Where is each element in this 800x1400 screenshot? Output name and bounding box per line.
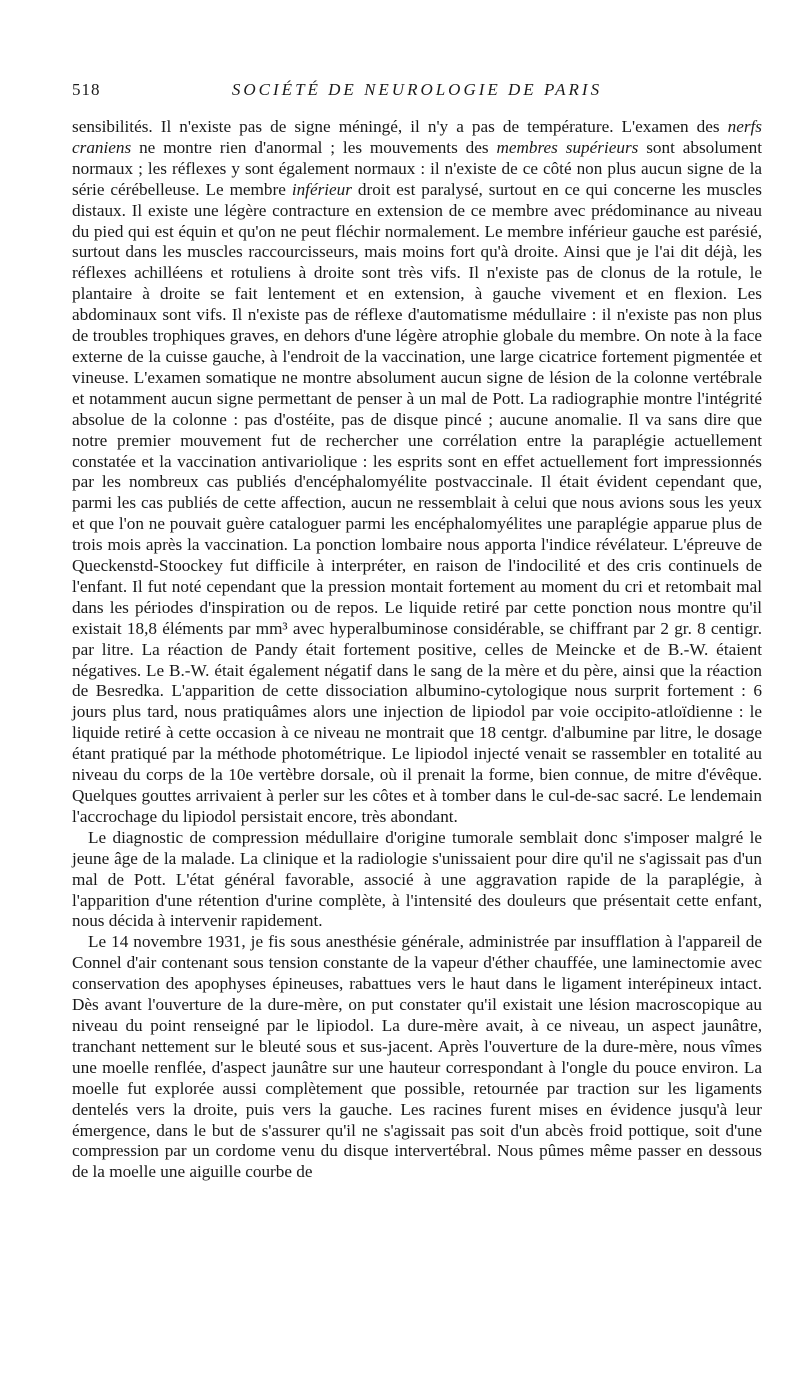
italic-text: nerfs craniens: [72, 117, 762, 157]
paragraph: [72, 932, 762, 1183]
italic-text: membres supérieurs: [496, 137, 639, 157]
text-run: Le 14 novembre 1931, je fis sous anesthésie générale, administrée par insufflation à l'appareil de Connel d'air contenant sous tension constante de la vapeur d'éther chauffée, une laminectomie avec conservation des apophyses épineuses, rabattues vers le haut dans le ligament interépineux intact. Dès avant l'ouverture de la dure-mère, on put constater qu'il existait une lésion macroscopique au niveau du point renseigné par le lipiodol. La dure-mère avait, à ce niveau, un aspect jaunâtre, tranchant nettement sur le bleuté sous et sus-jacent. Après l'ouverture de la dure-mère, nous vîmes une moelle renflée, d'aspect jaunâtre sur une hauteur correspondant à l'ongle du pouce environ. La moelle fut explorée aussi complètement que possible, retournée par traction sur les ligaments dentelés vers la droite, puis vers la gauche. Les racines furent mises en évidence jusqu'à leur émergence, dans le but de s'assurer qu'il ne s'agissait pas soit d'un abcès froid pottique, soit d'une compression par un cordome venu du disque intervertébral. Nous pûmes même passer en dessous de la moelle une aiguille courbe de: [72, 932, 762, 1182]
text-run: Le diagnostic de compression médullaire d'origine tumorale semblait donc s'imposer malgré le jeune âge de la malade. La clinique et la radiologie s'unissaient pour dire qu'il ne s'agissait pas d'un mal de Pott. L'état général favorable, associé à une aggravation rapide de la paraplégie, à l'apparition d'une rétention d'urine complète, à l'intensité des douleurs que présentait cette enfant, nous décida à intervenir rapidement.: [72, 827, 762, 931]
text-run: droit est paralysé, surtout en ce qui concerne les muscles distaux. Il existe une légère contracture en extension de ce membre avec prédominance au niveau du pied qui est équin et qu'on ne peut fléchir normalement. Le membre inférieur gauche est parésié, surtout dans les muscles raccourcisseurs, mais moins fort qu'à droite. Ainsi que je l'ai dit déjà, les réflexes achilléens et rotuliens à droite sont très vifs. Il n'existe pas de clonus de la rotule, le plantaire à droite se fait lentement et en extension, à gauche vivement et en flexion. Les abdominaux sont vifs. Il n'existe pas de réflexe d'automatisme médullaire : il n'existe pas non plus de troubles trophiques graves, en dehors d'une légère atrophie globale du membre. On note à la face externe de la cuisse gauche, à l'endroit de la vaccination, une large cicatrice fortement pigmentée et vineuse. L'examen somatique ne montre absolument aucun signe de lésion de la colonne vertébrale et notamment aucun signe permettant de penser à un mal de Pott. La radiographie montre l'intégrité absolue de la colonne : pas d'ostéite, pas de disque pincé ; aucune anomalie. Il va sans dire que notre premier mouvement fut de rechercher une corrélation entre la paraplégie actuellement constatée et la vaccination antivariolique : les esprits sont en effet actuellement fort impressionnés par les nombreux cas publiés d'encéphalomyélite postvaccinale. Il était évident cependant que, parmi les cas publiés de cette affection, aucun ne ressemblait à celui que nous avions sous les yeux et que l'on ne pouvait guère cataloguer parmi les encéphalomyélites une paraplégie apparue plus de trois mois après la vaccination. La ponction lombaire nous apporta l'indice révélateur. L'épreuve de Queckenstd-Stoockey fut difficile à interpréter, en raison de l'indocilité et des cris continuels de l'enfant. Il fut noté cependant que la pression montait fortement au moment du cri et retombait mal dans les périodes d'inspiration ou de repos. Le liquide retiré par cette ponction nous montre qu'il existait 18,8 éléments par mm³ avec hyperalbuminose considérable, se chiffrant par 2 gr. 8 centigr. par litre. La réaction de Pandy était fortement positive, celles de Meincke et de B.-W. étaient négatives. Le B.-W. était également négatif dans le sang de la mère et du père, ainsi que la réaction de Besredka. L'apparition de cette dissociation albumino-cytologique nous surprit fortement : 6 jours plus tard, nous pratiquâmes alors une injection de lipiodol par voie occipito-atloïdienne : le liquide retiré à cette occasion à ce niveau ne montrait que 18 centgr. d'albumine par litre, le dosage étant pratiqué par la méthode photométrique. Le lipiodol injecté venait se rassembler en totalité au niveau du corps de la 10e vertèbre dorsale, où il prenait la forme, bien connue, de mitre d'évêque. Quelques gouttes arrivaient à perler sur les côtes et à tomber dans le cul-de-sac sacré. Le lendemain l'accrochage du lipiodol persistait encore, très abondant.: [72, 179, 762, 826]
text-run: sensibilités. Il n'existe pas de signe méningé, il n'y a pas de température. L'examen des: [72, 117, 728, 136]
text-run: sont absolument normaux ; les réflexes y sont également normaux : il n'existe de ce côté non plus aucun signe de la série cérébelleuse. Le membre: [72, 137, 762, 199]
page-header: [72, 80, 762, 104]
paragraph: [72, 828, 762, 933]
running-title: SOCIÉTÉ DE NEUROLOGIE DE PARIS: [231, 80, 603, 99]
page-number: 518: [72, 80, 101, 99]
italic-text: inférieur: [291, 179, 352, 199]
text-run: ne montre rien d'anormal ; les mouvements des: [131, 137, 497, 157]
body-text: [72, 117, 762, 1183]
paragraph: [72, 117, 762, 828]
